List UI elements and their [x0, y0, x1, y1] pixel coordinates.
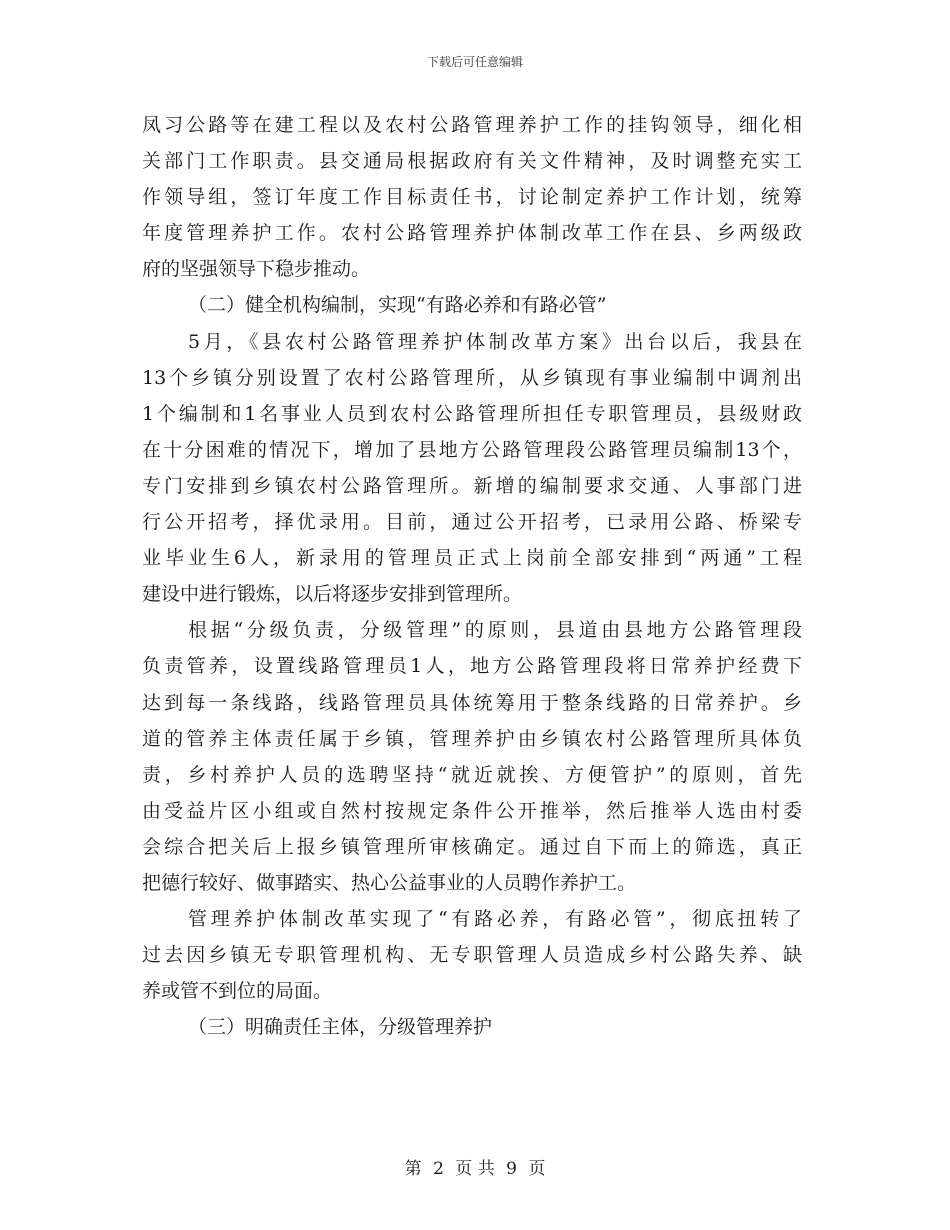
text-line: 1个编制和1名事业人员到农村公路管理所担任专职管理员，县级财政 [142, 402, 802, 425]
text-line: 在十分困难的情况下，增加了县地方公路管理段公路管理员编制13个， [142, 438, 802, 461]
document-body [142, 107, 802, 1045]
text-line: 道的管养主体责任属于乡镇，管理养护由乡镇农村公路管理所具体负 [142, 727, 802, 750]
text-line: 13个乡镇分别设置了农村公路管理所，从乡镇现有事业编制中调剂出 [142, 366, 802, 389]
text-line: 凤习公路等在建工程以及农村公路管理养护工作的挂钩领导，细化相 [142, 114, 802, 136]
page-footer [0, 1154, 950, 1179]
text-line: 根据“分级负责，分级管理”的原则，县道由县地方公路管理段 [188, 619, 802, 642]
page-of-label: 页 共 [455, 1159, 495, 1179]
text-line: 把德行较好、做事踏实、热心公益事业的人员聘作养护工。 [142, 871, 637, 894]
section-heading [142, 287, 802, 323]
text-line: 责，乡村养护人员的选聘坚持“就近就挨、方便管护”的原则，首先 [142, 763, 802, 786]
paragraph [142, 107, 802, 287]
text-line: （二）健全机构编制，实现“有路必养和有路必管” [188, 294, 607, 317]
paragraph [142, 324, 802, 613]
page-number-label: 第 [404, 1159, 422, 1179]
text-line: （三）明确责任主体，分级管理养护 [188, 1016, 493, 1039]
text-line: 府的坚强领导下稳步推动。 [142, 258, 371, 281]
text-line: 年度管理养护工作。农村公路管理养护体制改革工作在县、乡两级政 [142, 222, 802, 245]
page-end-label: 页 [528, 1159, 546, 1179]
text-line: 建设中进行锻炼，以后将逐步安排到管理所。 [142, 583, 523, 606]
text-line: 过去因乡镇无专职管理机构、无专职管理人员造成乡村公路失养、缺 [142, 944, 802, 967]
paragraph [142, 901, 802, 1009]
text-line: 5月，《县农村公路管理养护体制改革方案》出台以后，我县在 [188, 330, 802, 353]
text-line: 由受益片区小组或自然村按规定条件公开推举，然后推举人选由村委 [142, 799, 802, 822]
page-header: 下载后可任意编辑 [426, 55, 523, 69]
total-page-count: 9 [506, 1159, 517, 1179]
current-page-number: 2 [433, 1159, 444, 1179]
section-heading [142, 1009, 802, 1045]
text-line: 会综合把关后上报乡镇管理所审核确定。通过自下而上的筛选，真正 [142, 835, 802, 858]
paragraph [142, 612, 802, 901]
text-line: 作领导组，签订年度工作目标责任书，讨论制定养护工作计划，统筹 [142, 186, 802, 209]
text-line: 养或管不到位的局面。 [142, 980, 333, 1003]
text-line: 专门安排到乡镇农村公路管理所。新增的编制要求交通、人事部门进 [142, 474, 802, 497]
text-line: 负责管养，设置线路管理员1人，地方公路管理段将日常养护经费下 [142, 655, 802, 678]
text-line: 关部门工作职责。县交通局根据政府有关文件精神，及时调整充实工 [142, 150, 802, 173]
text-line: 管理养护体制改革实现了“有路必养，有路必管”，彻底扭转了 [188, 908, 802, 931]
text-line: 达到每一条线路，线路管理员具体统筹用于整条线路的日常养护。乡 [142, 691, 802, 714]
text-line: 业毕业生6人，新录用的管理员正式上岗前全部安排到“两通”工程 [142, 547, 802, 570]
text-line: 行公开招考，择优录用。目前，通过公开招考，已录用公路、桥梁专 [142, 511, 802, 534]
